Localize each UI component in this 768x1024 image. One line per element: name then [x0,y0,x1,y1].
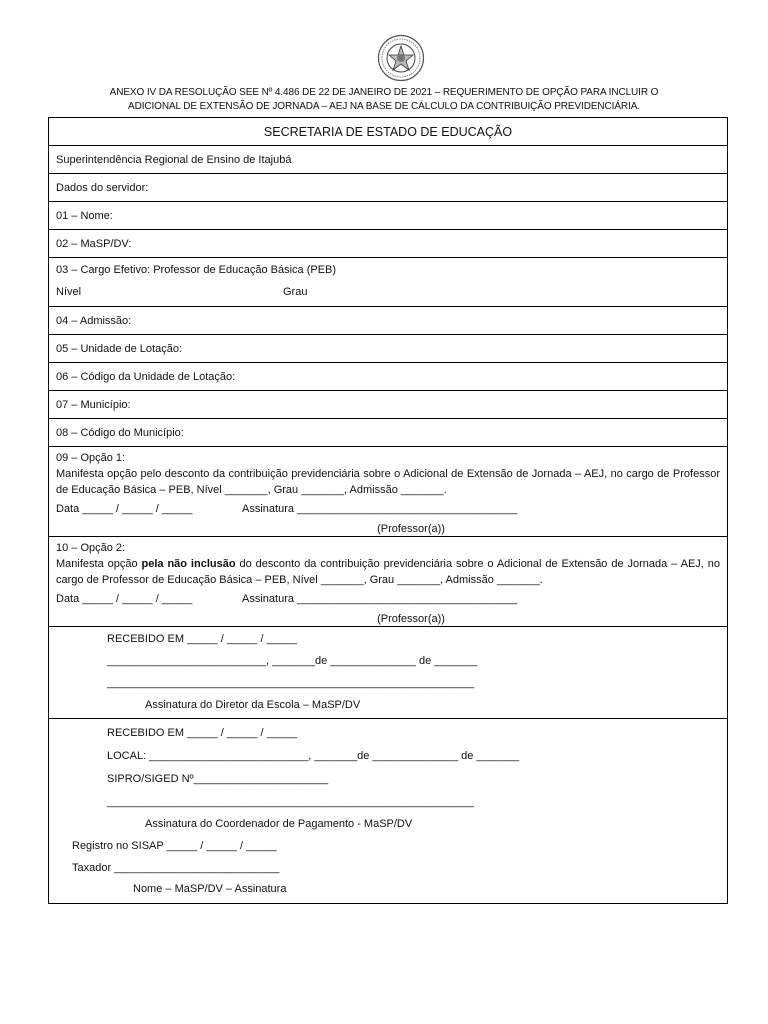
header-line-1: ANEXO IV DA RESOLUÇÃO SEE Nº 4.486 DE 22 DE JANEIRO DE 2021 – REQUERIMENTO DE OPÇÃO PARA INCLUIR O [109,87,659,98]
opcao-2-date-field[interactable]: Data _____ / _____ / _____ [56,593,193,605]
opcao-2-signature-field[interactable]: Assinatura ____________________________________ [242,593,518,605]
coordenador-signature-label: Assinatura do Coordenador de Pagamento - MaSP/DV [145,818,413,830]
opcao-1-signature-field[interactable]: Assinatura ____________________________________ [242,503,518,515]
opcao-2-text-before: Manifesta opção [56,558,142,570]
admissao-field[interactable]: 04 – Admissão: [49,307,727,335]
opcao-1-text: Manifesta opção pelo desconto da contribuição previdenciária sobre o Adicional de Extensão de Jornada – AEJ, no cargo de Professor de Educação Básica – PEB, Nível _______, Grau _______, Admissão _______. [56,468,720,496]
masp-field[interactable]: 02 – MaSP/DV: [49,230,727,258]
sipro-siged-field[interactable]: SIPRO/SIGED Nº______________________ [107,773,329,785]
requirement-form [48,117,728,904]
header-line-2: ADICIONAL DE EXTENSÃO DE JORNADA – AEJ NA BASE DE CÁLCULO DA CONTRIBUIÇÃO PREVIDENCIÁRIA. [128,101,640,112]
codigo-unidade-field[interactable]: 06 – Código da Unidade de Lotação: [49,363,727,391]
recebido-coord-local-field[interactable]: LOCAL: __________________________, _______de ______________ de _______ [107,750,520,762]
opcao-2-section [49,537,727,627]
nome-field[interactable]: 01 – Nome: [49,202,727,230]
nivel-field[interactable]: Nível [56,286,82,298]
opcao-2-text-bold: pela não inclusão [141,558,236,570]
opcao-1-professor-label: (Professor(a)) [377,523,445,535]
codigo-municipio-field[interactable]: 08 – Código do Município: [49,419,727,447]
grau-field[interactable]: Grau [283,286,308,298]
opcao-2-text-after: do desconto da contribuição previdenciária sobre o Adicional de Extensão de Jornada – AEJ, no cargo de Professor de Educação Básica – PEB, Nível _______, Grau _______, Admissão _______. [56,558,720,586]
dados-servidor-row: Dados do servidor: [49,174,727,202]
cargo-row [49,258,727,307]
registro-sisap-field[interactable]: Registro no SISAP _____ / _____ / _____ [72,840,277,852]
opcao-2-text [56,556,720,588]
opcao-1-section [49,447,727,537]
recebido-coordenador-section [49,719,727,903]
taxador-field[interactable]: Taxador ___________________________ [72,862,280,874]
municipio-field[interactable]: 07 – Município: [49,391,727,419]
state-seal-icon [377,34,425,82]
diretor-signature-label: Assinatura do Diretor da Escola – MaSP/DV [145,699,361,711]
diretor-signature-line[interactable]: ____________________________________________________________ [107,677,475,689]
cargo-label: 03 – Cargo Efetivo: Professor de Educação Básica (PEB) [56,264,337,276]
recebido-escola-section [49,627,727,719]
unidade-lotacao-field[interactable]: 05 – Unidade de Lotação: [49,335,727,363]
coordenador-signature-line[interactable]: ____________________________________________________________ [107,796,475,808]
nome-masp-assinatura-label: Nome – MaSP/DV – Assinatura [133,883,287,895]
opcao-2-professor-label: (Professor(a)) [377,613,445,625]
opcao-2-title: 10 – Opção 2: [56,542,126,554]
recebido-escola-date-field[interactable]: RECEBIDO EM _____ / _____ / _____ [107,633,298,645]
superintendencia-row: Superintendência Regional de Ensino de Itajubá [49,146,727,174]
recebido-coord-date-field[interactable]: RECEBIDO EM _____ / _____ / _____ [107,727,298,739]
opcao-1-date-field[interactable]: Data _____ / _____ / _____ [56,503,193,515]
form-title: SECRETARIA DE ESTADO DE EDUCAÇÃO [49,118,727,146]
opcao-1-title: 09 – Opção 1: [56,452,126,464]
document-header [40,86,728,114]
recebido-escola-local-field[interactable]: __________________________, _______de ______________ de _______ [107,655,478,667]
